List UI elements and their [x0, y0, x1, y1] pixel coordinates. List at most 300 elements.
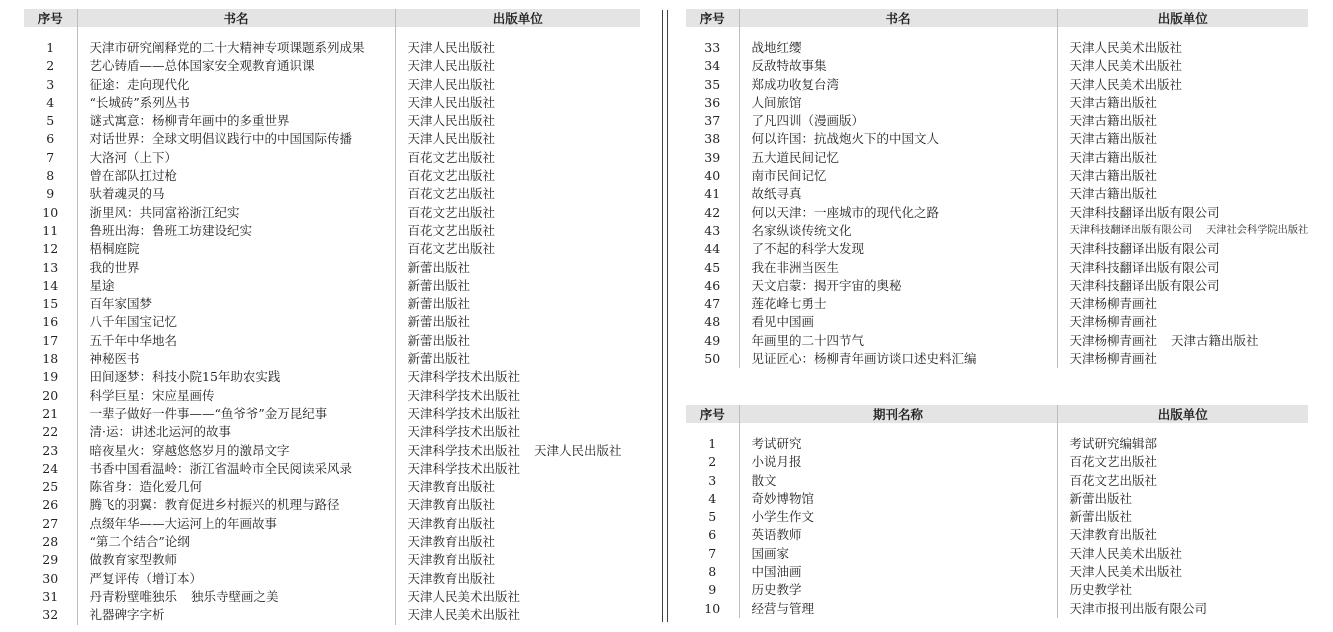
- table-row: [24, 405, 640, 423]
- table-row: [686, 57, 1308, 75]
- publisher-text: 新蕾出版社: [407, 277, 471, 293]
- publisher-text: 百花文艺出版社: [407, 241, 496, 257]
- table-header-row: [686, 405, 1308, 423]
- publisher-text: 天津古籍出版社: [1069, 149, 1158, 165]
- title-text: 我在非洲当医生: [751, 259, 840, 275]
- row-title: [739, 545, 1057, 563]
- publisher-text: 百花文艺出版社: [1069, 472, 1158, 488]
- title-text: 浙里风：共同富裕浙江纪实: [89, 204, 240, 220]
- row-publisher: [395, 277, 640, 295]
- table-row: [686, 76, 1308, 94]
- title-text: 我的世界: [89, 259, 140, 275]
- table-row: [24, 478, 640, 496]
- table-row: [686, 240, 1308, 258]
- title-text: 星途: [89, 277, 115, 293]
- publisher-text: 天津古籍出版社: [1069, 168, 1158, 184]
- row-publisher: [395, 387, 640, 405]
- row-publisher: [395, 222, 640, 240]
- row-publisher: [1057, 435, 1308, 453]
- publisher-text: 百花文艺出版社: [407, 186, 496, 202]
- row-number: 23: [42, 442, 59, 458]
- row-publisher: [1057, 600, 1308, 618]
- title-text: 驮着魂灵的马: [89, 186, 165, 202]
- title-text: 五千年中华地名: [89, 332, 178, 348]
- row-number: 8: [46, 168, 55, 184]
- row-publisher: [1057, 313, 1308, 331]
- row-number: 20: [42, 387, 59, 403]
- table-row: [24, 350, 640, 368]
- row-number: 37: [704, 113, 721, 129]
- title-text: 看见中国画: [751, 314, 815, 330]
- publisher-text: 天津教育出版社: [407, 534, 496, 550]
- row-publisher: [395, 606, 640, 624]
- row-title: [77, 423, 395, 441]
- publisher-text: 新蕾出版社: [407, 332, 471, 348]
- table-row: [686, 185, 1308, 203]
- row-number: 1: [708, 436, 717, 451]
- publisher-text: 新蕾出版社: [1069, 509, 1133, 525]
- row-title: [739, 526, 1057, 544]
- row-number: 8: [708, 564, 717, 580]
- table-row: [686, 600, 1308, 618]
- publisher-text: 百花文艺出版社: [407, 204, 496, 220]
- title-text: 了凡四训（漫画版）: [751, 113, 865, 129]
- publisher-text: 天津科学技术出版社: [407, 442, 521, 458]
- row-publisher: [1057, 563, 1308, 581]
- row-number: 32: [42, 607, 59, 623]
- header-publisher: 出版单位: [1057, 405, 1308, 423]
- row-publisher: [1057, 57, 1308, 75]
- row-publisher: [395, 350, 640, 368]
- publisher-text: 新蕾出版社: [407, 314, 471, 330]
- table-row: [24, 368, 640, 386]
- title-text: “长城砖”系列丛书: [89, 94, 190, 110]
- journal-table-panel: [686, 405, 1308, 618]
- publisher-text: 天津杨柳青画社: [1069, 332, 1158, 348]
- row-publisher: [395, 496, 640, 514]
- row-title: [77, 460, 395, 478]
- table-row: [24, 167, 640, 185]
- publisher-text: 天津人民美术出版社: [407, 588, 521, 604]
- table-row: [24, 387, 640, 405]
- table-row: [24, 94, 640, 112]
- table-header-row: [24, 9, 640, 27]
- row-number: 4: [46, 94, 55, 110]
- title-text: 反敌特故事集: [751, 58, 827, 74]
- publisher-text: 新蕾出版社: [1069, 490, 1133, 506]
- table-row: [686, 277, 1308, 295]
- row-number: 10: [42, 204, 59, 220]
- title-text: 历史教学: [751, 582, 802, 598]
- row-title: [739, 149, 1057, 167]
- row-number: 24: [42, 460, 59, 476]
- row-title: [739, 130, 1057, 148]
- row-publisher: [1057, 112, 1308, 130]
- table-row: [24, 423, 640, 441]
- row-number: 4: [708, 490, 717, 506]
- table-row: [24, 551, 640, 569]
- row-publisher: [1057, 526, 1308, 544]
- table-row: [24, 515, 640, 533]
- table-row: [24, 185, 640, 203]
- publisher-text: 天津科学技术出版社: [407, 387, 521, 403]
- title-text: 八千年国宝记忆: [89, 314, 178, 330]
- table-row: [24, 130, 640, 148]
- title-text: 一辈子做好一件事——“鱼爷爷”金万昆纪事: [89, 405, 328, 421]
- row-number: 10: [704, 600, 721, 616]
- row-publisher: [395, 478, 640, 496]
- title-text: 书香中国看温岭：浙江省温岭市全民阅读采风录: [89, 460, 353, 476]
- table-row: [24, 295, 640, 313]
- publisher-text: 天津人民美术出版社: [1069, 58, 1183, 74]
- title-text: 考试研究: [751, 436, 802, 451]
- title-text: 科学巨星：宋应星画传: [89, 387, 215, 403]
- title-text: 国画家: [751, 545, 790, 561]
- publisher-text: 天津人民美术出版社: [1069, 76, 1183, 92]
- row-number: 36: [704, 94, 721, 110]
- book-table-left: [24, 9, 640, 625]
- column-divider: [667, 10, 668, 622]
- row-title: [77, 240, 395, 258]
- row-title: [739, 508, 1057, 526]
- table-row: [686, 149, 1308, 167]
- row-number: 5: [46, 113, 55, 129]
- row-title: [739, 185, 1057, 203]
- table-row: [24, 112, 640, 130]
- row-number: 6: [708, 527, 717, 543]
- table-row: [686, 204, 1308, 222]
- publisher-text: 天津科技翻译出版有限公司: [1069, 277, 1220, 293]
- row-publisher: [395, 112, 640, 130]
- publisher-text: 新蕾出版社: [407, 296, 471, 312]
- publisher-text: 天津古籍出版社: [1069, 94, 1158, 110]
- row-publisher: [395, 460, 640, 478]
- publisher-text: 天津杨柳青画社: [1069, 314, 1158, 330]
- title-text: 小说月报: [751, 454, 802, 470]
- title-text: 莲花峰七勇士: [751, 296, 827, 312]
- title-text: 艺心铸盾——总体国家安全观教育通识课: [89, 58, 315, 74]
- row-title: [739, 39, 1057, 57]
- publisher-text: 天津人民出版社: [407, 113, 496, 129]
- publisher-text: 天津科学技术出版社: [407, 424, 521, 440]
- row-number: 21: [42, 405, 59, 421]
- publisher-text: 天津人民出版社: [407, 131, 496, 147]
- row-number: 46: [704, 277, 721, 293]
- row-title: [739, 277, 1057, 295]
- publisher-text: 新蕾出版社: [407, 351, 471, 367]
- publisher-text: 天津人民出版社: [407, 76, 496, 92]
- row-publisher: [1057, 259, 1308, 277]
- spacer-row: [24, 27, 640, 39]
- row-title: [77, 570, 395, 588]
- row-publisher: [395, 167, 640, 185]
- row-title: [77, 295, 395, 313]
- row-title: [739, 94, 1057, 112]
- row-number: 47: [704, 296, 721, 312]
- publisher-text: 百花文艺出版社: [407, 149, 496, 165]
- row-number: 39: [704, 149, 721, 165]
- row-title: [77, 185, 395, 203]
- row-title: [77, 112, 395, 130]
- row-title: [77, 277, 395, 295]
- row-number: 22: [42, 424, 59, 440]
- row-title: [739, 581, 1057, 599]
- publisher-text: 天津科技翻译出版有限公司: [1069, 259, 1220, 275]
- row-title: [77, 368, 395, 386]
- row-publisher: [1057, 332, 1308, 350]
- table-row: [686, 295, 1308, 313]
- publisher-text: 天津科学技术出版社: [407, 369, 521, 385]
- publisher-text: 百花文艺出版社: [407, 168, 496, 184]
- row-title: [77, 515, 395, 533]
- table-row: [24, 332, 640, 350]
- row-publisher: [1057, 581, 1308, 599]
- row-title: [77, 478, 395, 496]
- row-number: 2: [46, 58, 55, 74]
- publisher-text: 百花文艺出版社: [1069, 454, 1158, 470]
- row-publisher: [1057, 39, 1308, 57]
- book-table-left-panel: [24, 9, 640, 625]
- publisher-text: 历史教学社: [1069, 582, 1133, 598]
- publisher-text: 天津教育出版社: [407, 552, 496, 568]
- table-row: [686, 313, 1308, 331]
- publisher-text: 百花文艺出版社: [407, 222, 496, 238]
- row-publisher: [395, 149, 640, 167]
- row-publisher: [1057, 130, 1308, 148]
- title-text: 年画里的二十四节气: [751, 332, 865, 348]
- row-number: 2: [708, 454, 717, 470]
- row-publisher: [395, 533, 640, 551]
- row-title: [77, 332, 395, 350]
- row-title: [739, 490, 1057, 508]
- row-number: 13: [42, 259, 59, 275]
- row-publisher: [1057, 149, 1308, 167]
- title-text: 暗夜星火：穿越悠悠岁月的激昂文字: [89, 442, 290, 458]
- title-text: 田间逐梦：科技小院15年助农实践: [89, 369, 281, 385]
- row-title: [77, 39, 395, 57]
- row-publisher: [1057, 472, 1308, 490]
- row-title: [77, 167, 395, 185]
- row-publisher: [395, 423, 640, 441]
- row-title: [739, 167, 1057, 185]
- table-row: [686, 472, 1308, 490]
- title-text: 陈省身：造化爱几何: [89, 479, 203, 495]
- table-row: [686, 112, 1308, 130]
- table-row: [686, 332, 1308, 350]
- row-publisher: [1057, 490, 1308, 508]
- title-text: 谜式寓意：杨柳青年画中的多重世界: [89, 113, 290, 129]
- table-row: [24, 460, 640, 478]
- row-publisher: [395, 57, 640, 75]
- title-text: 百年家国梦: [89, 296, 153, 312]
- row-number: 45: [704, 259, 721, 275]
- row-number: 16: [42, 314, 59, 330]
- row-title: [77, 442, 395, 460]
- row-title: [77, 606, 395, 624]
- title-text: 腾飞的羽翼：教育促进乡村振兴的机理与路径: [89, 497, 340, 513]
- row-publisher: [395, 313, 640, 331]
- row-number: 41: [704, 186, 721, 202]
- title-text: 中国油画: [751, 564, 802, 580]
- row-title: [739, 435, 1057, 453]
- row-publisher: [1057, 240, 1308, 258]
- publisher-text: 天津人民出版社: [407, 94, 496, 110]
- publisher-text-secondary: 天津古籍出版社: [1171, 332, 1259, 348]
- row-number: 43: [704, 222, 721, 238]
- title-text: 何以天津：一座城市的现代化之路: [751, 204, 940, 220]
- row-publisher: [1057, 545, 1308, 563]
- title-text: “第二个结合”论纲: [89, 534, 190, 550]
- row-publisher: [395, 39, 640, 57]
- row-number: 19: [42, 369, 59, 385]
- row-title: [77, 204, 395, 222]
- table-row: [686, 508, 1308, 526]
- spacer-row: [686, 27, 1308, 39]
- table-row: [24, 606, 640, 624]
- row-number: 34: [704, 58, 721, 74]
- row-number: 50: [704, 351, 721, 367]
- title-text: 郑成功收复台湾: [751, 76, 840, 92]
- title-text: 人间旅馆: [751, 94, 802, 110]
- row-publisher: [395, 551, 640, 569]
- publisher-text: 天津科技翻译出版有限公司: [1069, 204, 1220, 220]
- row-number: 40: [704, 168, 721, 184]
- table-row: [24, 533, 640, 551]
- publisher-text: 天津人民美术出版社: [1069, 564, 1183, 580]
- title-text: 故纸寻真: [751, 186, 802, 202]
- row-title: [77, 533, 395, 551]
- title-text: 大洛河（上下）: [89, 149, 178, 165]
- title-text: 曾在部队扛过枪: [89, 168, 178, 184]
- row-number: 6: [46, 131, 55, 147]
- row-title: [77, 130, 395, 148]
- row-publisher: [395, 259, 640, 277]
- row-publisher: [1057, 508, 1308, 526]
- table-row: [24, 277, 640, 295]
- row-title: [739, 204, 1057, 222]
- header-publisher: 出版单位: [395, 9, 640, 27]
- row-publisher: [395, 405, 640, 423]
- title-text: 点缀年华——大运河上的年画故事: [89, 515, 278, 531]
- title-text: 了不起的科学大发现: [751, 241, 865, 257]
- publisher-text: 天津人民美术出版社: [407, 607, 521, 623]
- table-row: [686, 545, 1308, 563]
- row-title: [77, 496, 395, 514]
- row-title: [739, 57, 1057, 75]
- table-row: [686, 526, 1308, 544]
- table-row: [24, 222, 640, 240]
- row-title: [739, 295, 1057, 313]
- row-number: 35: [704, 76, 721, 92]
- row-number: 12: [42, 241, 59, 257]
- publisher-text: 天津人民美术出版社: [1069, 545, 1183, 561]
- publisher-text: 天津科技翻译出版有限公司: [1069, 224, 1193, 236]
- title-text: 丹青粉壁唯独乐: [89, 588, 178, 604]
- title-text: 战地红缨: [751, 40, 802, 55]
- table-row: [24, 313, 640, 331]
- table-row: [686, 39, 1308, 57]
- table-header-row: [686, 9, 1308, 27]
- header-publisher: 出版单位: [1057, 9, 1308, 27]
- row-title: [739, 453, 1057, 471]
- title-text: 梧桐庭院: [89, 241, 140, 257]
- title-text: 小学生作文: [751, 509, 815, 525]
- row-publisher: [395, 130, 640, 148]
- row-number: 18: [42, 351, 59, 367]
- row-number: 9: [708, 582, 717, 598]
- row-number: 25: [42, 479, 59, 495]
- row-title: [739, 350, 1057, 368]
- publisher-text: 天津教育出版社: [407, 497, 496, 513]
- header-num: 序号: [686, 9, 739, 27]
- table-row: [24, 149, 640, 167]
- row-number: 14: [42, 277, 59, 293]
- table-row: [686, 130, 1308, 148]
- row-title: [739, 600, 1057, 618]
- row-title: [77, 94, 395, 112]
- row-number: 5: [708, 509, 717, 525]
- title-text: 征途：走向现代化: [89, 76, 190, 92]
- table-row: [686, 167, 1308, 185]
- title-text: 严复评传（增订本）: [89, 570, 203, 586]
- row-number: 3: [46, 76, 55, 92]
- row-title: [77, 149, 395, 167]
- spacer-row: [686, 423, 1308, 435]
- row-publisher: [1057, 185, 1308, 203]
- publisher-text: 天津科学技术出版社: [407, 405, 521, 421]
- row-title: [77, 57, 395, 75]
- header-title: 书名: [77, 9, 395, 27]
- table-row: [686, 490, 1308, 508]
- row-number: 17: [42, 332, 59, 348]
- table-row: [686, 350, 1308, 368]
- title-text: 南市民间记忆: [751, 168, 827, 184]
- row-title: [77, 588, 395, 606]
- row-title: [739, 313, 1057, 331]
- row-title: [739, 76, 1057, 94]
- publisher-text-secondary: 天津社会科学院出版社: [1206, 224, 1309, 236]
- row-title: [739, 563, 1057, 581]
- row-publisher: [395, 570, 640, 588]
- row-publisher: [395, 368, 640, 386]
- row-number: 28: [42, 534, 59, 550]
- row-number: 3: [708, 472, 717, 488]
- row-number: 31: [42, 588, 59, 604]
- table-row: [686, 435, 1308, 453]
- row-publisher: [1057, 167, 1308, 185]
- table-row: [24, 76, 640, 94]
- row-number: 29: [42, 552, 59, 568]
- row-title: [739, 259, 1057, 277]
- row-publisher: [395, 588, 640, 606]
- column-divider: [662, 10, 663, 622]
- row-number: 27: [42, 515, 59, 531]
- row-publisher: [395, 332, 640, 350]
- journal-table: [686, 405, 1308, 618]
- publisher-text: 考试研究编辑部: [1069, 436, 1158, 451]
- row-title: [77, 222, 395, 240]
- publisher-text: 天津教育出版社: [407, 515, 496, 531]
- table-row: [686, 563, 1308, 581]
- row-title: [77, 313, 395, 331]
- row-publisher: [1057, 204, 1308, 222]
- row-publisher: [1057, 222, 1308, 240]
- header-num: 序号: [24, 9, 77, 27]
- row-publisher: [395, 204, 640, 222]
- row-publisher: [1057, 453, 1308, 471]
- publisher-text: 天津古籍出版社: [1069, 131, 1158, 147]
- title-text: 英语教师: [751, 527, 802, 543]
